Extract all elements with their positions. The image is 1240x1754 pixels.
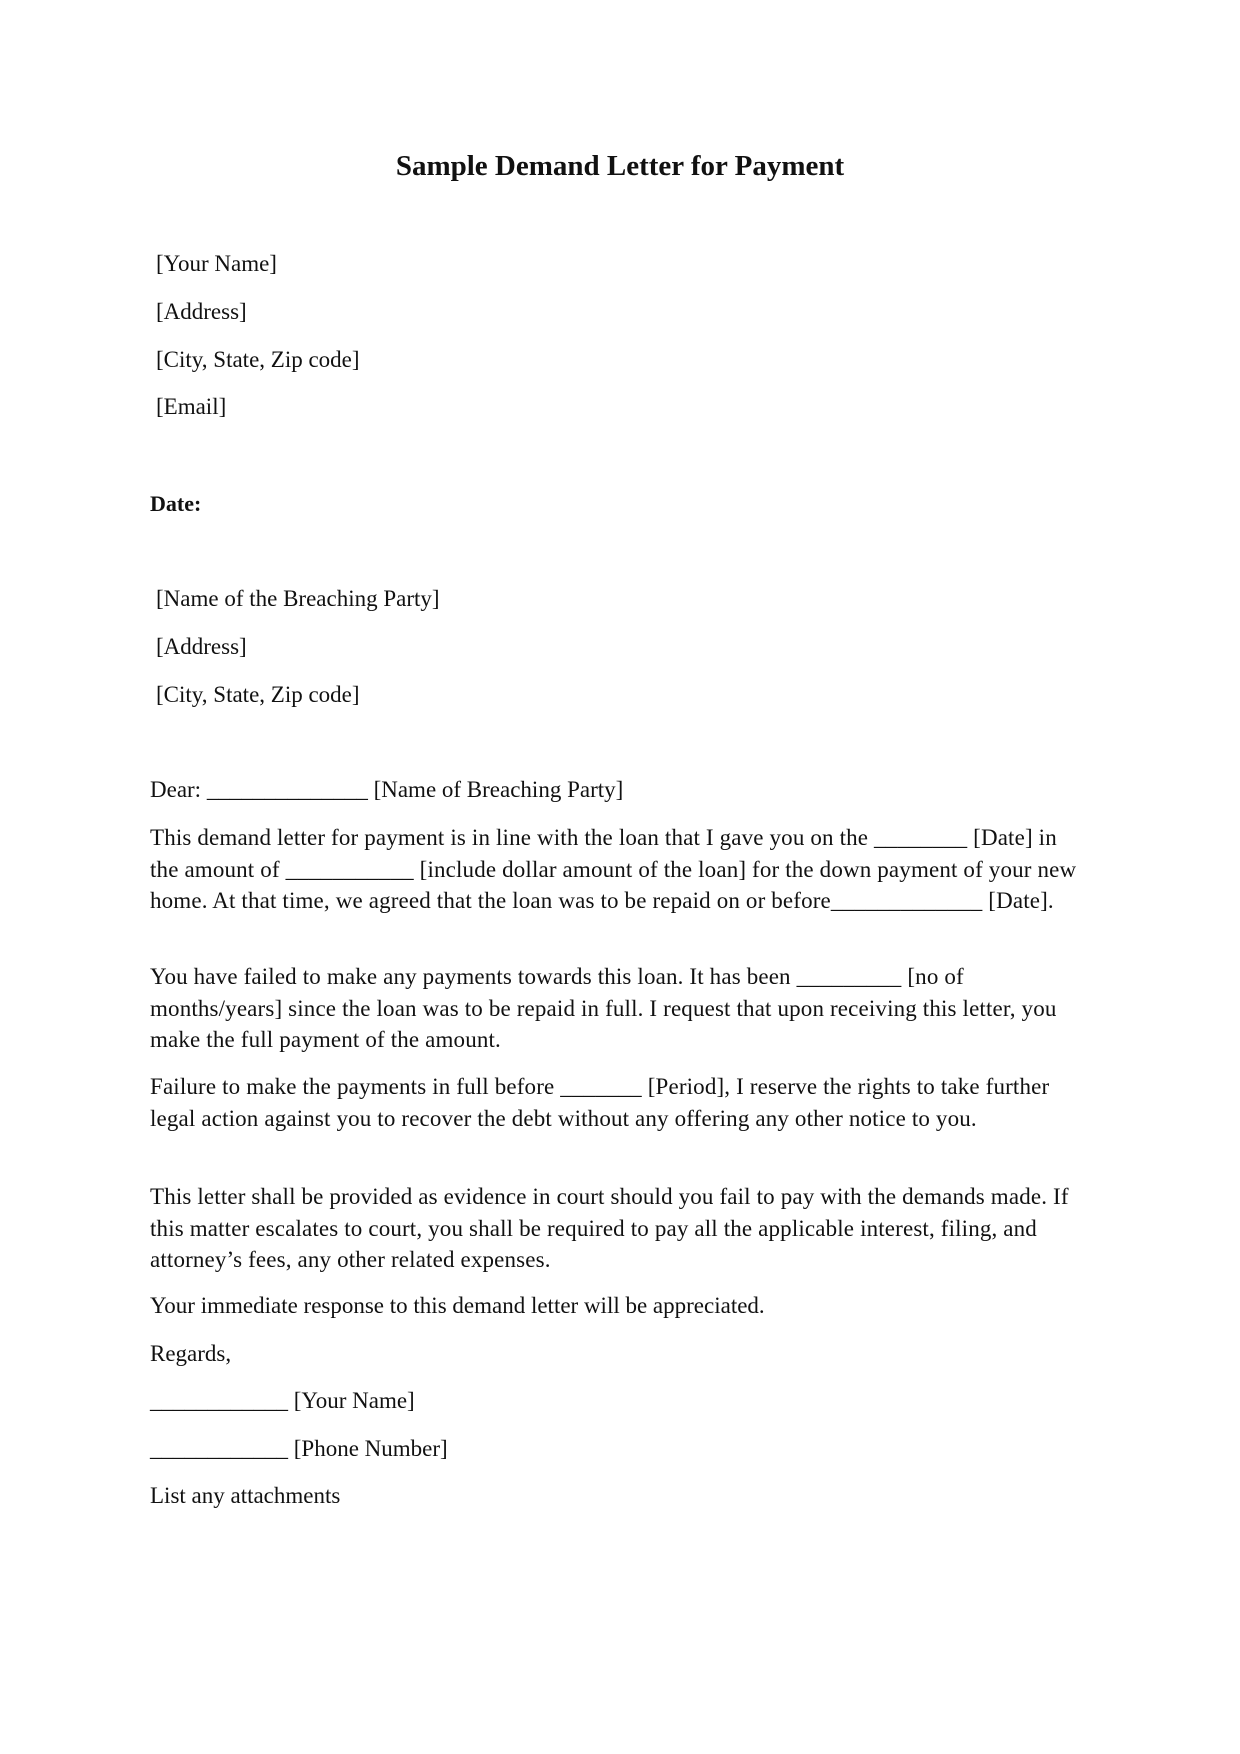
attachments-note: List any attachments — [150, 1483, 341, 1508]
regards: Regards, — [150, 1341, 232, 1366]
date-label: Date: — [150, 491, 202, 516]
sender-address: [Address] — [156, 299, 247, 324]
sender-city-state-zip: [City, State, Zip code] — [156, 347, 360, 372]
recipient-address: [Address] — [156, 634, 247, 659]
paragraph-loan-terms: This demand letter for payment is in line with the loan that I gave you on the ________ [Date] in the amount of ___________ [include dollar amount of the loan] for the down payment of your new home. At that time, we agreed that the loan was to be repaid on or before_____________ [Date]. — [150, 825, 1077, 913]
sender-name: [Your Name] — [156, 251, 277, 276]
document-title: Sample Demand Letter for Payment — [395, 150, 845, 182]
closing-line: Your immediate response to this demand letter will be appreciated. — [150, 1293, 765, 1318]
paragraph-court-evidence: This letter shall be provided as evidence in court should you fail to pay with the demands made. If this matter escalates to court, you shall be required to pay all the applicable interest, filing, and attorney’s fees, any other related expenses. — [150, 1184, 1069, 1272]
recipient-city-state-zip: [City, State, Zip code] — [156, 682, 360, 707]
paragraph-failed-payments: You have failed to make any payments towards this loan. It has been _________ [no of months/years] since the loan was to be repaid in full. I request that upon receiving this letter, you make the full payment of the amount. — [150, 964, 1057, 1052]
paragraph-legal-action: Failure to make the payments in full before _______ [Period], I reserve the rights to take further legal action against you to recover the debt without any offering any other notice to you. — [150, 1074, 1050, 1131]
salutation: Dear: ______________ [Name of Breaching Party] — [150, 777, 624, 802]
signature-phone: ____________ [Phone Number] — [150, 1436, 448, 1461]
signature-name: ____________ [Your Name] — [150, 1388, 415, 1413]
recipient-name: [Name of the Breaching Party] — [156, 586, 440, 611]
sender-email: [Email] — [156, 394, 227, 419]
